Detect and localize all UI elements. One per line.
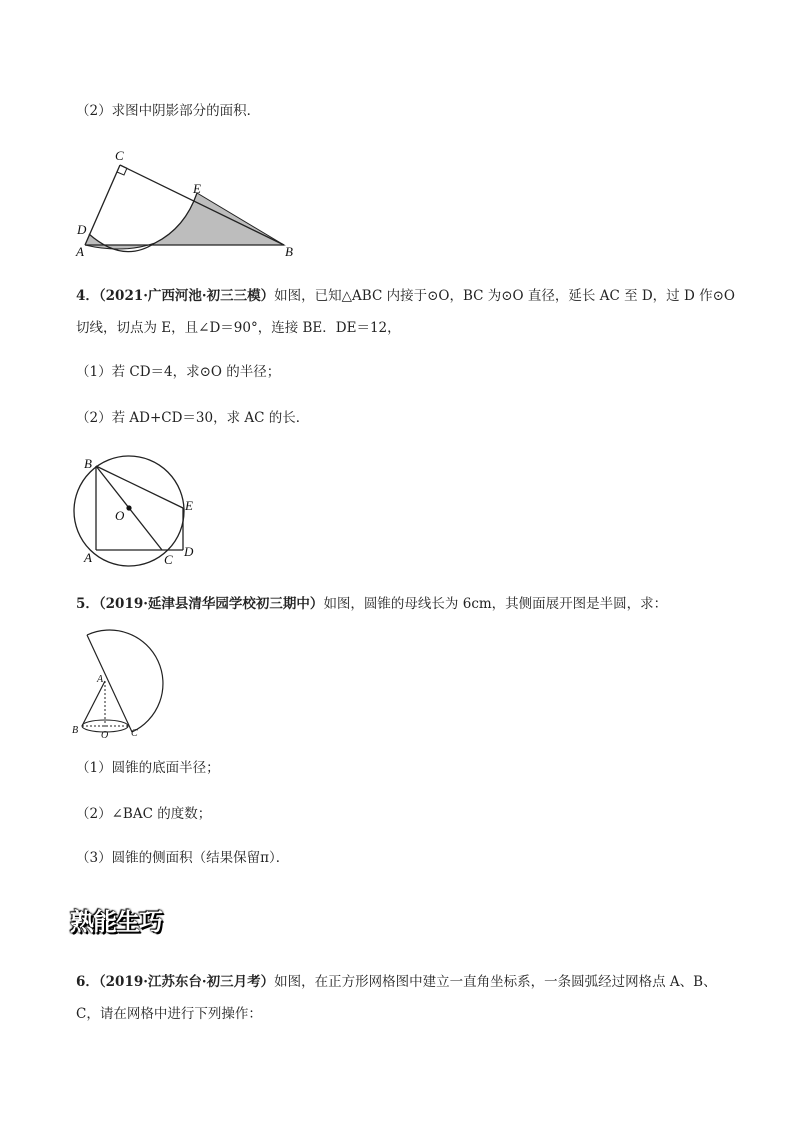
q3-label-e: E	[193, 181, 201, 196]
q4-part1-text: （1）若 CD＝4，求⊙O 的半径；	[76, 364, 281, 380]
q4-figure	[78, 452, 208, 572]
q3-shaded-region	[85, 193, 284, 249]
q5-figure	[70, 632, 170, 742]
q4-label-o: O	[115, 508, 125, 523]
q5-label-b: B	[72, 725, 79, 736]
q4-label-e: E	[185, 498, 193, 513]
q3-figure	[75, 148, 295, 258]
q3-part2-text: （2）求图中阴影部分的面积．	[76, 103, 261, 119]
q4-stem-text: 如图，已知△ABC 内接于⊙O，BC 为⊙O 直径，延长 AC 至 D，过 D 作⊙O	[274, 288, 735, 304]
q6-source: （2019·江苏东台·初三月考）	[98, 974, 275, 990]
q5-part3-text: （3）圆锥的侧面积（结果保留π）．	[76, 850, 290, 866]
q3-label-a: A	[76, 244, 84, 259]
q5-part2-text: （2）∠BAC 的度数；	[76, 806, 212, 822]
q3-label-b: B	[285, 244, 293, 259]
q5-stem	[76, 594, 667, 614]
q6-stem	[76, 972, 717, 992]
section-banner: 熟能生巧	[70, 908, 162, 936]
q5-stem-text: 如图，圆锥的母线长为 6cm，其侧面展开图是半圆，求：	[323, 596, 668, 612]
q4-stem-line2: 切线，切点为 E，且∠D＝90°，连接 BE．DE＝12，	[76, 320, 401, 336]
q6-stem-line2: C，请在网格中进行下列操作：	[76, 1006, 262, 1022]
q5-number: 5．	[76, 596, 99, 612]
q5-label-c: C	[131, 728, 138, 739]
q4-source: （2021·广西河池·初三三模）	[98, 288, 275, 304]
q4-number: 4．	[76, 288, 99, 304]
q4-label-b: B	[84, 456, 92, 471]
q6-stem-text: 如图，在正方形网格图中建立一直角坐标系，一条圆弧经过网格点 A、B、	[274, 974, 717, 990]
q5-label-a: A	[97, 674, 104, 685]
q4-label-d: D	[184, 544, 194, 559]
q4-label-a: A	[84, 550, 92, 565]
q3-label-d: D	[77, 222, 87, 237]
q4-label-c: C	[164, 552, 173, 567]
q4-stem	[76, 286, 735, 306]
q5-source: （2019·延津县清华园学校初三期中）	[98, 596, 324, 612]
q5-part1-text: （1）圆锥的底面半径；	[76, 760, 220, 776]
q3-label-c: C	[115, 148, 124, 163]
q5-label-o: O	[101, 730, 109, 741]
q6-number: 6．	[76, 974, 99, 990]
q4-part2-text: （2）若 AD+CD＝30，求 AC 的长．	[76, 410, 310, 426]
